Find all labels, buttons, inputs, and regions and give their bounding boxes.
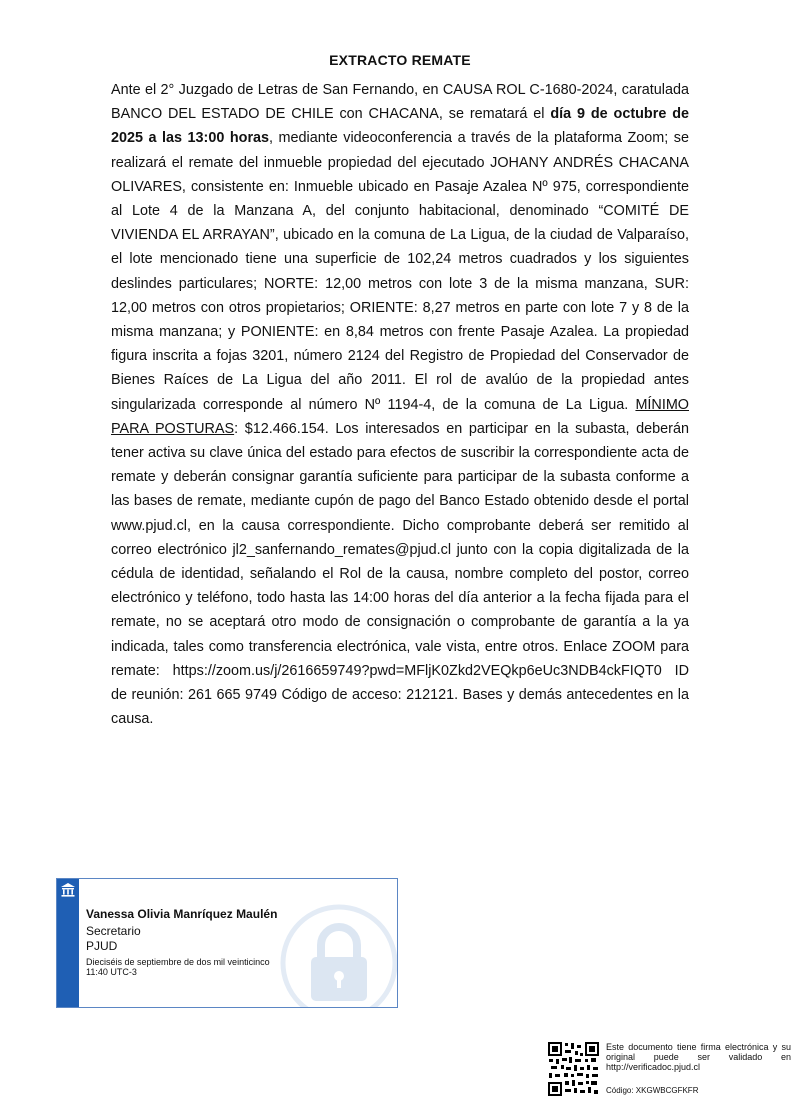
text-part-3: : $12.466.154. Los interesados en participar en la subasta, deberán tener activa su clave única del estado para efectos de suscribir la correspondiente acta de remate y deberán consignar garantía suficiente para participar de la subasta conforme a las bases de remate, mediante cupón de pago del Banco Estado obtenido desde el portal www.pjud.cl, en la causa correspondiente. Dicho comprobante deberá ser remitido al correo electrónico jl2_sanfernando_remates@pjud.cl junto con la copia digitalizada de la cédula de identidad, señalando el Rol de la causa, nombre completo del postor, correo electrónico y teléfono, todo hasta las 14:00 horas del día anterior a la fecha fijada para el remate, no se aceptará otro modo de consignación o comprobante de garantía a la ya indicada, tales como transferencia electrónica, vale vista, entre otros. Enlace ZOOM para remate: https://zoom.us/j/2616659749?pwd=MFljK0Zkd2VEQkp6eUc3NDB4ckFIQT0 ID de reunión: 261 665 9749 Código de acceso: 212121. Bases y demás antecedentes en la causa.	[111, 420, 689, 728]
auction-extract-text	[111, 78, 689, 731]
document-title: EXTRACTO REMATE	[329, 52, 471, 68]
lock-icon	[280, 901, 398, 1007]
qr-code-icon	[547, 1041, 600, 1097]
text-part-1: Ante el 2° Juzgado de Letras de San Fernando, en CAUSA ROL C-1680-2024, caratulada BANCO DEL ESTADO DE CHILE con CHACANA, se rematará el	[111, 82, 689, 123]
signature-date: Dieciséis de septiembre de dos mil veinticinco	[86, 957, 270, 967]
verification-notice: Este documento tiene firma electrónica y su original puede ser validado en http://verificadoc.pjud.cl	[606, 1042, 791, 1072]
auction-date: día 9 de octubre de 2025 a las 13:00 horas	[111, 106, 689, 147]
signature-side-bar	[57, 879, 79, 1007]
signer-role: Secretario	[86, 924, 141, 938]
text-part-2: , mediante videoconferencia a través de la plataforma Zoom; se realizará el remate del inmueble propiedad del ejecutado JOHANY ANDRÉS CHACANA OLIVARES, consistente en: Inmueble ubicado en Pasaje Azalea Nº 975, correspondiente al Lote 4 de la Manzana A, del conjunto habitacional, denominado “COMITÉ DE VIVIENDA EL ARRAYAN”, ubicado en la comuna de La Ligua, de la ciudad de Valparaíso, el lote mencionado tiene una superficie de 102,24 metros cuadrados y los siguientes deslindes particulares; NORTE: 12,00 metros con lote 3 de la misma manzana, SUR: 12,00 metros con otros propietarios; ORIENTE: 8,27 metros en parte con lote 7 y 8 de la misma manzana; y PONIENTE: en 8,84 metros con frente Pasaje Azalea. La propiedad figura inscrita a fojas 3201, número 2124 del Registro de Propiedad del Conservador de Bienes Raíces de La Ligua del año 2011. El rol de avalúo de la propiedad antes singularizada corresponde al número Nº 1194-4, de la comuna de La Ligua.	[111, 130, 689, 413]
minimum-bid-label: MÍNIMO PARA POSTURAS	[111, 396, 689, 437]
signer-name: Vanessa Olivia Manríquez Maulén	[86, 907, 278, 921]
electronic-signature-box	[56, 878, 398, 1008]
verification-code: Código: XKGWBCGFKFR	[606, 1086, 699, 1095]
signature-timestamp	[86, 957, 306, 977]
signature-time: 11:40 UTC-3	[86, 967, 137, 977]
courthouse-icon	[59, 881, 77, 899]
signer-organization: PJUD	[86, 939, 118, 953]
